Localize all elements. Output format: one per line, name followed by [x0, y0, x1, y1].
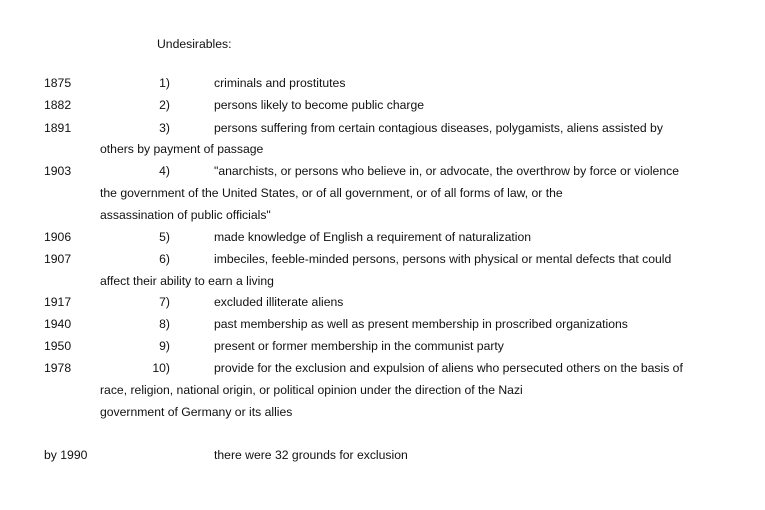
entry-text: provide for the exclusion and expulsion of aliens who persecuted others on the basis of — [214, 361, 683, 375]
entry-year: 1891 — [44, 121, 72, 135]
entry-year: 1875 — [44, 76, 72, 90]
footer-text: there were 32 grounds for exclusion — [214, 448, 408, 462]
entry-text-continued: assassination of public officials" — [100, 208, 271, 222]
entry-number: 5) — [159, 230, 170, 244]
entry-year: 1940 — [44, 317, 72, 331]
entry-number: 10) — [152, 361, 170, 375]
entry-text: excluded illiterate aliens — [214, 295, 344, 309]
entry-year: 1917 — [44, 295, 72, 309]
entry-number: 2) — [159, 98, 170, 112]
entry-number: 1) — [159, 76, 170, 90]
page-heading: Undesirables: — [157, 37, 232, 51]
entry-number: 9) — [159, 339, 170, 353]
entry-year: 1906 — [44, 230, 72, 244]
entry-year: 1907 — [44, 252, 72, 266]
footer-year: by 1990 — [44, 448, 88, 462]
entry-year: 1882 — [44, 98, 72, 112]
entry-text: imbeciles, feeble-minded persons, persons with physical or mental defects that could — [214, 252, 672, 266]
entry-text: made knowledge of English a requirement of naturalization — [214, 230, 532, 244]
entry-text-continued: race, religion, national origin, or political opinion under the direction of the Nazi — [100, 383, 523, 397]
entry-text-continued: government of Germany or its allies — [100, 405, 293, 419]
entry-number: 3) — [159, 121, 170, 135]
entry-year: 1903 — [44, 164, 72, 178]
entry-text: present or former membership in the communist party — [214, 339, 504, 353]
entry-year: 1950 — [44, 339, 72, 353]
entry-number: 7) — [159, 295, 170, 309]
entry-text-continued: others by payment of passage — [100, 142, 264, 156]
entry-text-continued: the government of the United States, or of all government, or of all forms of law, or the — [100, 186, 563, 200]
entry-text: persons likely to become public charge — [214, 98, 425, 112]
entry-text-continued: affect their ability to earn a living — [100, 274, 274, 288]
entry-number: 8) — [159, 317, 170, 331]
entry-year: 1978 — [44, 361, 72, 375]
entry-text: criminals and prostitutes — [214, 76, 346, 90]
entry-text: "anarchists, or persons who believe in, or advocate, the overthrow by force or violence — [214, 164, 679, 178]
entry-number: 4) — [159, 164, 170, 178]
entry-number: 6) — [159, 252, 170, 266]
entry-text: persons suffering from certain contagious diseases, polygamists, aliens assisted by — [214, 121, 663, 135]
entry-text: past membership as well as present membership in proscribed organizations — [214, 317, 628, 331]
